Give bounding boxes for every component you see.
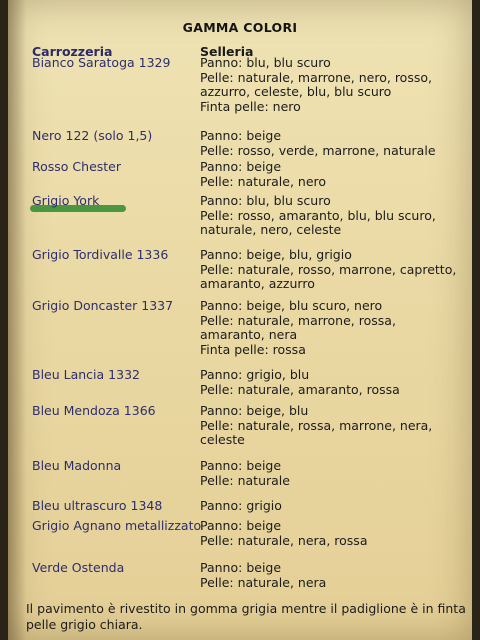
- footer-note: [26, 601, 466, 633]
- upholstery-details: [200, 499, 468, 514]
- upholstery-details: [200, 561, 468, 590]
- upholstery-line: Panno: grigio, blu: [200, 367, 310, 382]
- column-header-carrozzeria: Carrozzeria: [32, 44, 113, 59]
- upholstery-line: Pelle: naturale: [200, 472, 290, 488]
- upholstery-details: [200, 56, 468, 114]
- upholstery-line: Panno: beige: [200, 128, 282, 143]
- color-name: Grigio Agnano metallizzato: [32, 518, 202, 533]
- column-header-selleria: Selleria: [200, 44, 254, 59]
- upholstery-line: Pelle: rosso, verde, marrone, naturale: [200, 142, 436, 158]
- upholstery-line: Panno: beige, blu scuro, nero: [200, 298, 383, 313]
- upholstery-line: Pelle: naturale, nera, rossa: [200, 532, 368, 548]
- upholstery-line: amaranto, azzurro: [200, 276, 315, 291]
- upholstery-details: [200, 299, 468, 357]
- footer-line: Il pavimento è rivestito in gomma grigia mentre il padiglione è in finta: [26, 601, 466, 616]
- upholstery-line: naturale, nero, celeste: [200, 222, 342, 237]
- color-name: Bleu Madonna: [32, 458, 122, 473]
- upholstery-details: [200, 194, 468, 238]
- color-name: Grigio Tordivalle 1336: [32, 247, 169, 262]
- upholstery-line: Pelle: naturale, rossa, marrone, nera,: [200, 417, 433, 433]
- color-name: Bleu Lancia 1332: [32, 367, 140, 382]
- upholstery-line: Pelle: naturale, amaranto, rossa: [200, 381, 400, 397]
- upholstery-line: Pelle: naturale, nero: [200, 173, 327, 189]
- color-name: Grigio Doncaster 1337: [32, 298, 174, 313]
- upholstery-details: [200, 519, 468, 548]
- upholstery-line: Panno: beige: [200, 159, 282, 174]
- color-name: Rosso Chester: [32, 159, 122, 174]
- upholstery-line: Panno: beige: [200, 560, 282, 575]
- upholstery-line: Pelle: naturale, marrone, nero, rosso,: [200, 69, 432, 85]
- upholstery-line: Panno: blu, blu scuro: [200, 55, 331, 70]
- upholstery-line: Panno: beige: [200, 518, 282, 533]
- upholstery-line: celeste: [200, 432, 245, 447]
- upholstery-line: Pelle: naturale, nera: [200, 574, 327, 590]
- page-shadow: [8, 0, 26, 640]
- upholstery-line: Panno: grigio: [200, 498, 282, 513]
- upholstery-line: Panno: beige: [200, 458, 282, 473]
- upholstery-line: Finta pelle: rossa: [200, 341, 306, 357]
- document-page: [8, 0, 472, 640]
- upholstery-line: azzurro, celeste, blu, blu scuro: [200, 84, 392, 99]
- upholstery-line: Panno: beige, blu, grigio: [200, 247, 352, 262]
- footer-line: pelle grigio chiara.: [26, 617, 143, 632]
- upholstery-details: [200, 248, 468, 292]
- color-name: Verde Ostenda: [32, 560, 125, 575]
- color-name: Grigio York: [32, 193, 100, 208]
- upholstery-line: amaranto, nera: [200, 327, 298, 342]
- page-title: GAMMA COLORI: [182, 20, 298, 35]
- upholstery-details: [200, 160, 468, 189]
- upholstery-details: [200, 404, 468, 448]
- upholstery-line: Panno: blu, blu scuro: [200, 193, 331, 208]
- upholstery-line: Finta pelle: nero: [200, 98, 301, 114]
- upholstery-details: [200, 368, 468, 397]
- upholstery-details: [200, 129, 468, 158]
- color-name: Nero 122 (solo 1,5): [32, 128, 153, 143]
- upholstery-line: Pelle: naturale, marrone, rossa,: [200, 312, 396, 328]
- color-name: Bianco Saratoga 1329: [32, 55, 171, 70]
- color-name: Bleu ultrascuro 1348: [32, 498, 163, 513]
- upholstery-line: Panno: beige, blu: [200, 403, 309, 418]
- upholstery-line: Pelle: naturale, rosso, marrone, capretto,: [200, 261, 457, 277]
- color-name: Bleu Mendoza 1366: [32, 403, 156, 418]
- upholstery-line: Pelle: rosso, amaranto, blu, blu scuro,: [200, 207, 436, 223]
- upholstery-details: [200, 459, 468, 488]
